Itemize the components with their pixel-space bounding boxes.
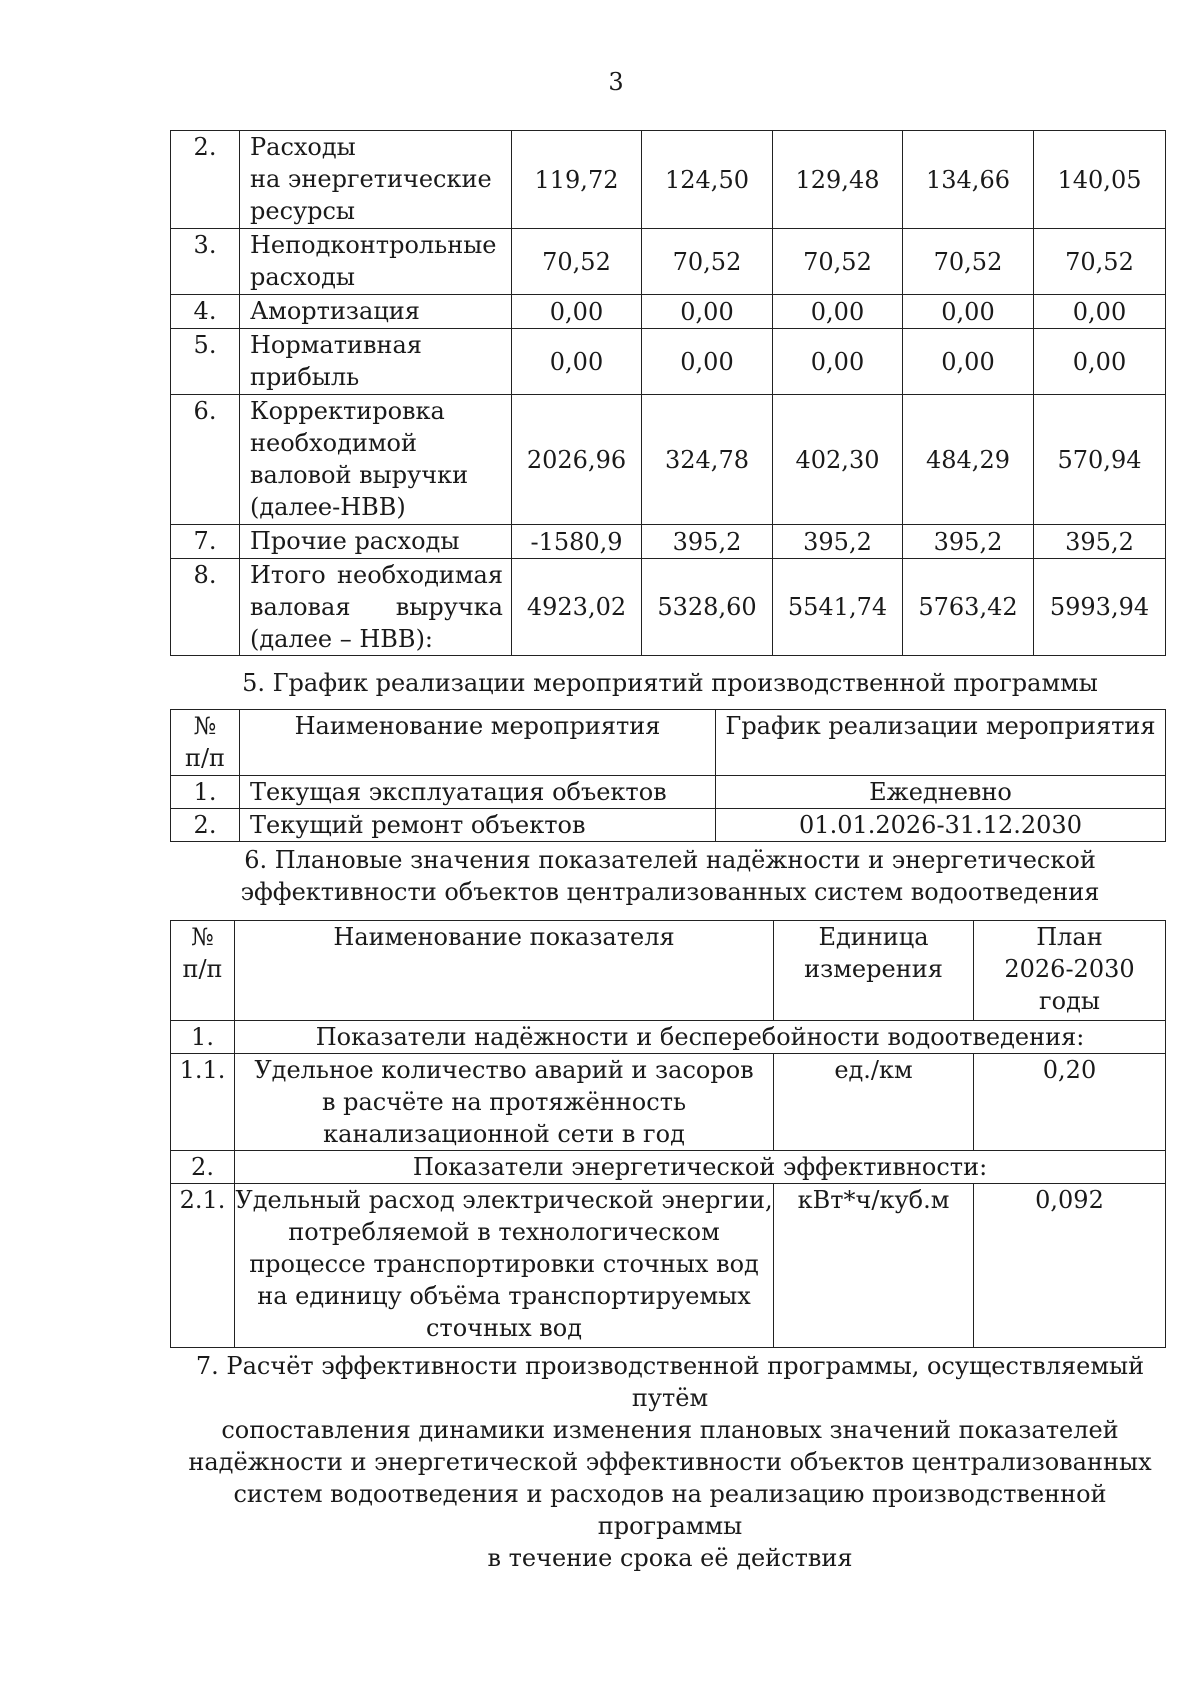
value-cell: 70,52 — [773, 229, 903, 295]
event-name: Текущий ремонт объектов — [240, 809, 716, 842]
value-cell: 134,66 — [903, 131, 1034, 229]
value-cell: 570,94 — [1034, 395, 1166, 525]
indicator-name: Удельное количество аварий и засоров в расчёте на протяжённость канализационной сети в год — [235, 1054, 774, 1151]
value-cell: 5763,42 — [903, 559, 1034, 656]
value-cell: 70,52 — [642, 229, 773, 295]
value-cell: 140,05 — [1034, 131, 1166, 229]
row-number: 1. — [171, 1021, 235, 1054]
value-cell: 5993,94 — [1034, 559, 1166, 656]
value-cell: 0,00 — [773, 329, 903, 395]
group-title: Показатели надёжности и бесперебойности водоотведения: — [235, 1021, 1166, 1054]
value-cell: 395,2 — [1034, 525, 1166, 559]
page-number: 3 — [608, 68, 624, 96]
value-cell: 70,52 — [903, 229, 1034, 295]
row-label: Корректировка необходимой валовой выручки (далее-НВВ) — [240, 395, 512, 525]
table-row — [171, 776, 1166, 809]
value-cell: 70,52 — [1034, 229, 1166, 295]
column-header-indicator: Наименование показателя — [235, 921, 774, 1021]
row-number: 2. — [171, 1151, 235, 1184]
value-cell: 395,2 — [773, 525, 903, 559]
group-title: Показатели энергетической эффективности: — [235, 1151, 1166, 1184]
row-label: Прочие расходы — [240, 525, 512, 559]
value-cell: 0,00 — [1034, 329, 1166, 395]
column-header-name: Наименование мероприятия — [240, 710, 716, 776]
group-row — [171, 1021, 1166, 1054]
row-number: 5. — [171, 329, 240, 395]
schedule-table — [170, 709, 1166, 842]
indicator-name: Удельный расход электрической энергии, потребляемой в технологическом процессе транспортировки сточных вод на единицу объёма транспортируемых сточных вод — [235, 1184, 774, 1348]
event-schedule: Ежедневно — [716, 776, 1166, 809]
value-cell: 0,00 — [642, 295, 773, 329]
row-number: 6. — [171, 395, 240, 525]
column-header-plan: План 2026-2030 годы — [974, 921, 1166, 1021]
table-row — [171, 395, 1166, 525]
value-cell: 0,00 — [1034, 295, 1166, 329]
row-label: Неподконтрольные расходы — [240, 229, 512, 295]
row-label: Нормативная прибыль — [240, 329, 512, 395]
row-label: Амортизация — [240, 295, 512, 329]
value-cell: 129,48 — [773, 131, 903, 229]
value-cell: 324,78 — [642, 395, 773, 525]
table-row — [171, 329, 1166, 395]
table-row — [171, 809, 1166, 842]
event-name: Текущая эксплуатация объектов — [240, 776, 716, 809]
table-row — [171, 1054, 1166, 1151]
row-label: Итого необходимая валовая выручка (далее – НВВ): — [240, 559, 512, 656]
value-cell: 0,00 — [642, 329, 773, 395]
value-cell: 124,50 — [642, 131, 773, 229]
value-cell: 4923,02 — [512, 559, 642, 656]
table-header-row — [171, 710, 1166, 776]
indicators-table — [170, 920, 1166, 1348]
value-cell: 70,52 — [512, 229, 642, 295]
table-row — [171, 559, 1166, 656]
table-row — [171, 131, 1166, 229]
value-cell: 395,2 — [903, 525, 1034, 559]
indicator-unit: кВт*ч/куб.м — [774, 1184, 974, 1348]
value-cell: 0,00 — [903, 295, 1034, 329]
value-cell: 395,2 — [642, 525, 773, 559]
row-number: 1.1. — [171, 1054, 235, 1151]
section-7-title: 7. Расчёт эффективности производственной программы, осуществляемый путём сопоставления динамики изменения плановых значений показателей надёжности и энергетической эффективности объектов централизованных систем водоотведения и расходов на реализацию производственной программы в течение срока её действия — [188, 1352, 1152, 1572]
table-header-row — [171, 921, 1166, 1021]
row-number: 4. — [171, 295, 240, 329]
event-schedule: 01.01.2026-31.12.2030 — [716, 809, 1166, 842]
value-cell: 0,00 — [903, 329, 1034, 395]
row-number: 1. — [171, 776, 240, 809]
column-header-schedule: График реализации мероприятия — [716, 710, 1166, 776]
table-row — [171, 229, 1166, 295]
column-header-number: № п/п — [171, 710, 240, 776]
value-cell: -1580,9 — [512, 525, 642, 559]
value-cell: 2026,96 — [512, 395, 642, 525]
row-label: Расходы на энергетические ресурсы — [240, 131, 512, 229]
value-cell: 0,00 — [512, 329, 642, 395]
row-number: 2. — [171, 131, 240, 229]
indicator-plan: 0,20 — [974, 1054, 1166, 1151]
table-row — [171, 295, 1166, 329]
indicator-unit: ед./км — [774, 1054, 974, 1151]
value-cell: 0,00 — [512, 295, 642, 329]
row-number: 2. — [171, 809, 240, 842]
row-number: 3. — [171, 229, 240, 295]
group-row — [171, 1151, 1166, 1184]
value-cell: 5328,60 — [642, 559, 773, 656]
section-5-title: 5. График реализации мероприятий производственной программы — [242, 669, 1098, 697]
row-number: 8. — [171, 559, 240, 656]
row-number: 2.1. — [171, 1184, 235, 1348]
table-row — [171, 525, 1166, 559]
value-cell: 402,30 — [773, 395, 903, 525]
column-header-number: № п/п — [171, 921, 235, 1021]
table-row — [171, 1184, 1166, 1348]
column-header-unit: Единица измерения — [774, 921, 974, 1021]
section-6-title: 6. Плановые значения показателей надёжности и энергетической эффективности объектов централизованных систем водоотведения — [240, 846, 1100, 906]
indicator-plan: 0,092 — [974, 1184, 1166, 1348]
value-cell: 484,29 — [903, 395, 1034, 525]
value-cell: 119,72 — [512, 131, 642, 229]
expenses-table — [170, 130, 1166, 656]
row-number: 7. — [171, 525, 240, 559]
value-cell: 5541,74 — [773, 559, 903, 656]
value-cell: 0,00 — [773, 295, 903, 329]
